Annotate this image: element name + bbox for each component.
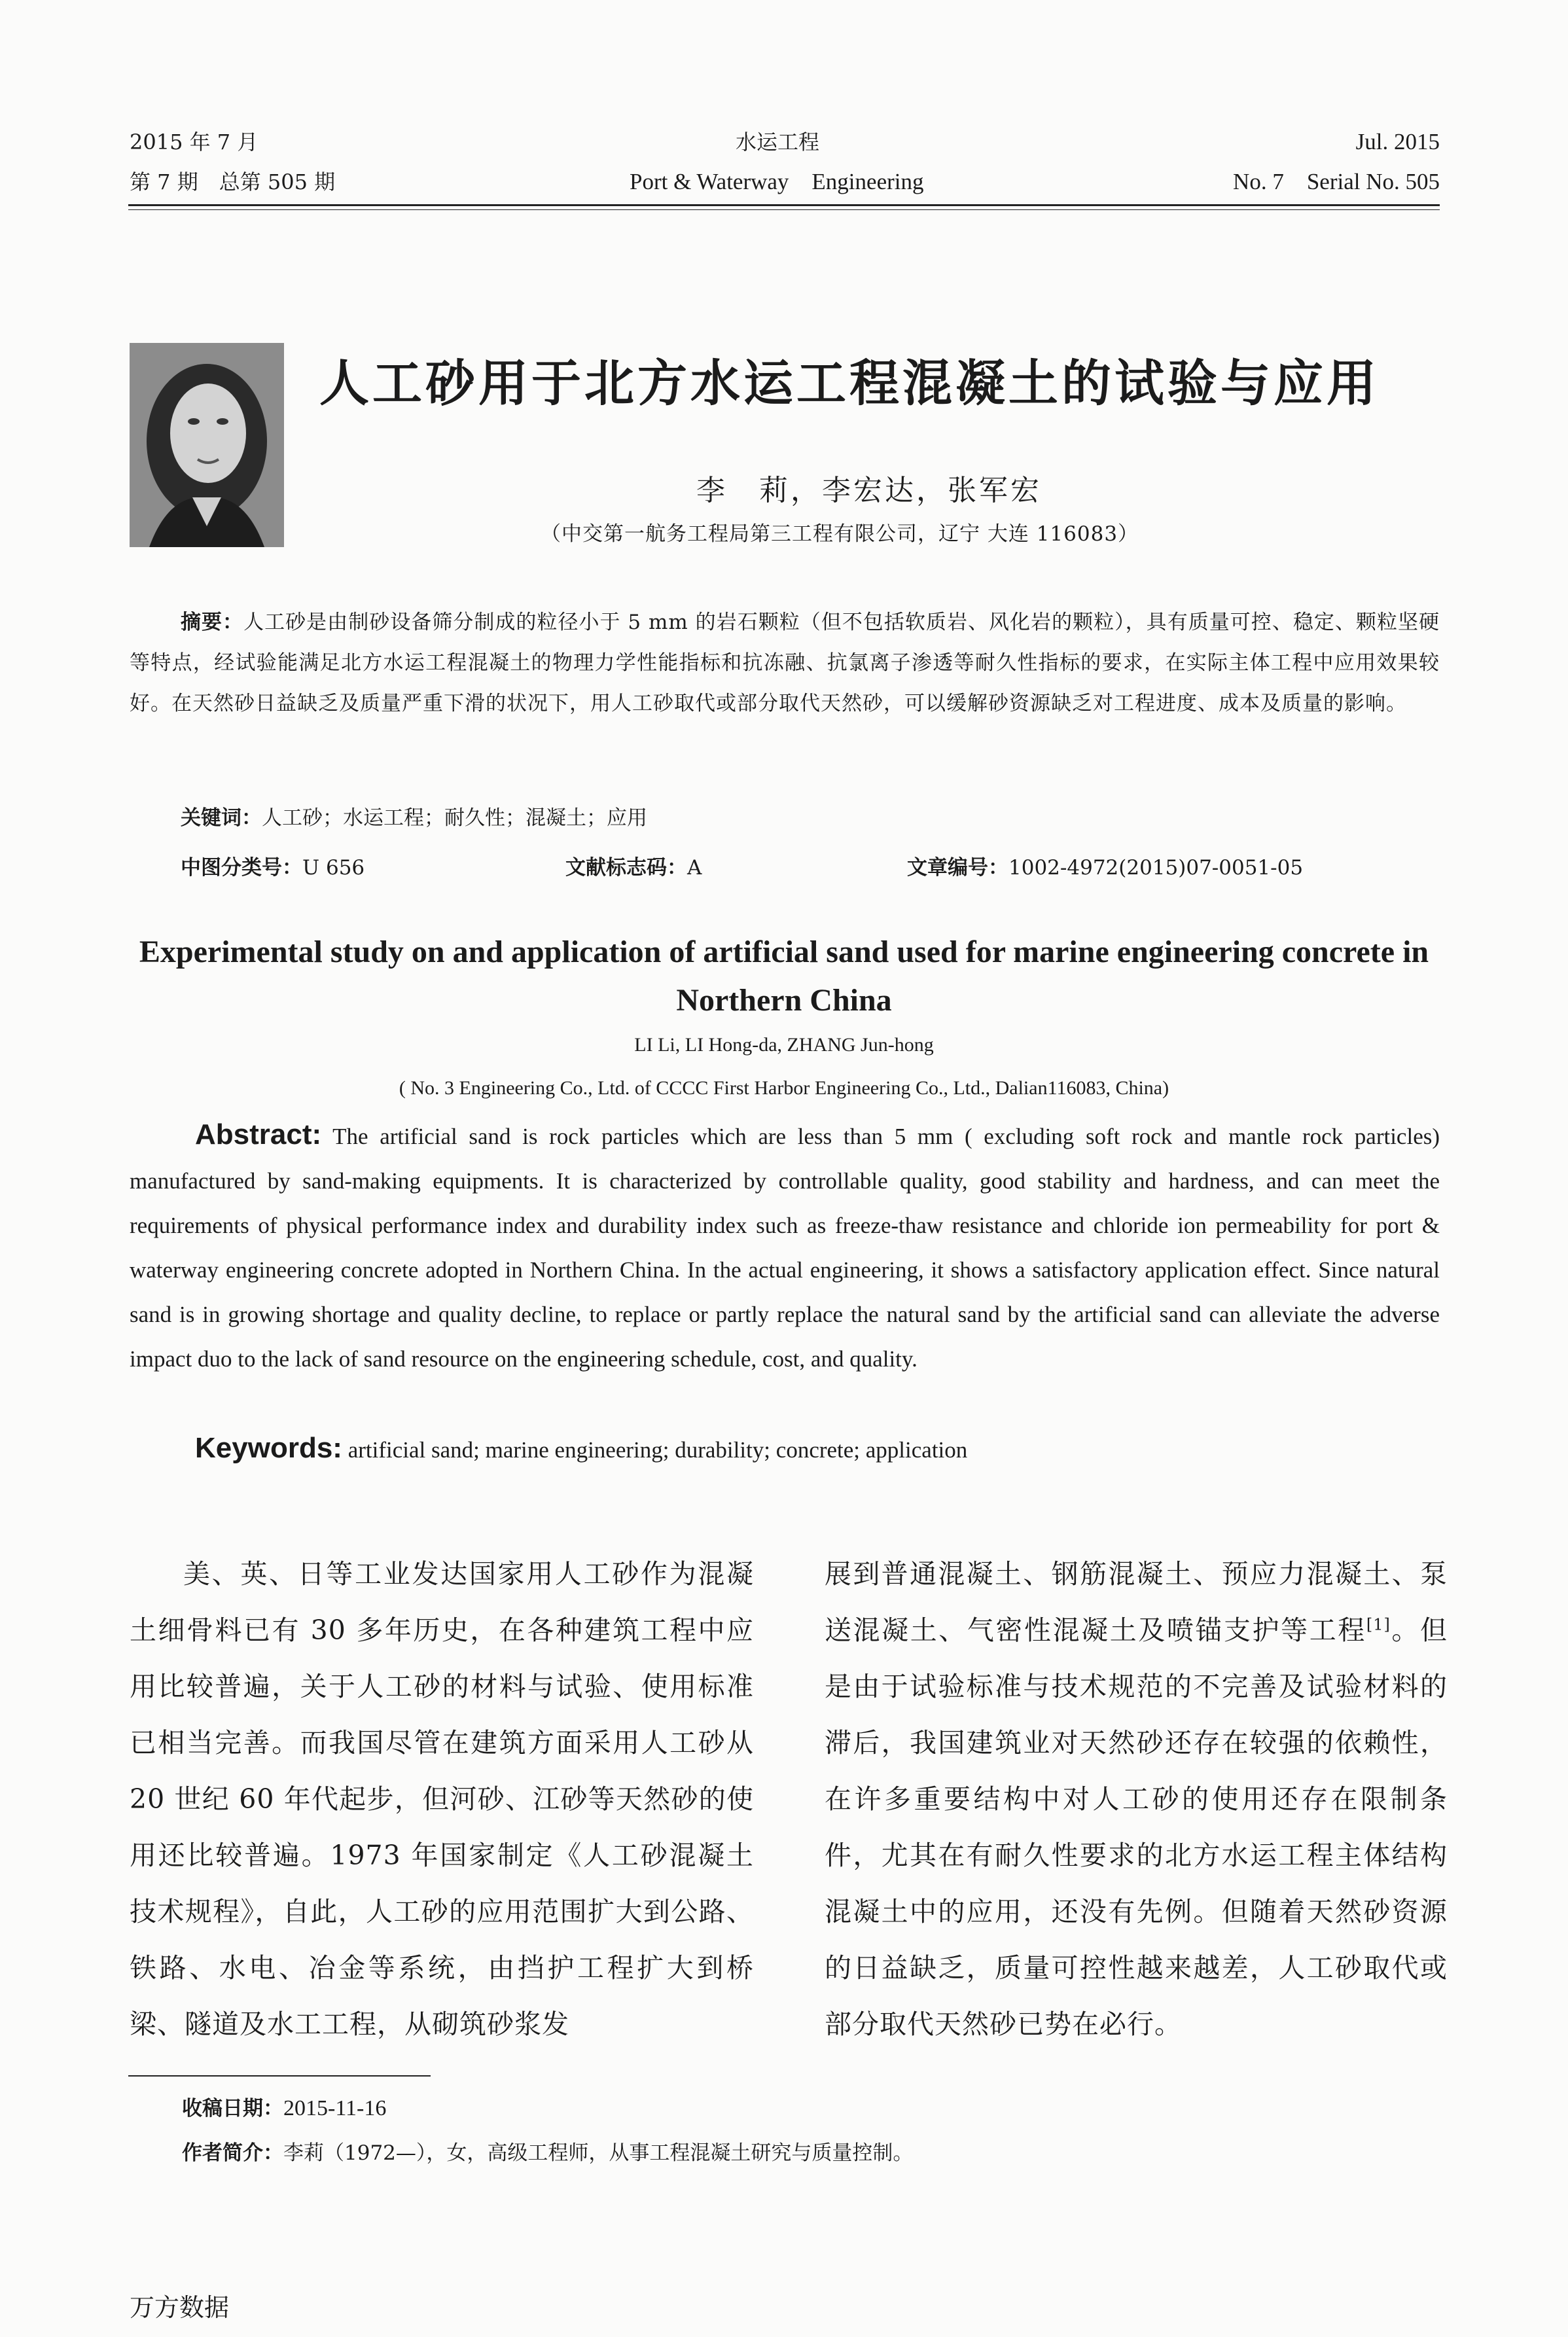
article-number-value: 1002-4972(2015)07-0051-05 [1008,856,1304,880]
header-journal-zh: 水运工程 [736,130,820,154]
body-right-text-a: 展到普通混凝土、钢筋混凝土、预应力混凝土、泵送混凝土、气密性混凝土及喷锚支护等工程 [825,1558,1448,1646]
received-date [182,2092,386,2121]
received-date-value: 2015-11-16 [283,2096,387,2120]
authors-en: LI Li, LI Hong-da, ZHANG Jun-hong [634,1034,934,1056]
article-number [907,851,1303,880]
body-right-text-b: 。但是由于试验标准与技术规范的不完善及试验材料的滞后，我国建筑业对天然砂还存在较强的依赖性，在许多重要结构中对人工砂的使用还存在限制条件，尤其在有耐久性要求的北方水运工程主体结构混凝土中的应用，还没有先例。但随着天然砂资源的日益缺乏，质量可控性越来越差，人工砂取代或部分取代天然砂已势在必行。 [825,1614,1448,2040]
abstract-zh-label: 摘要： [181,611,244,634]
header-issue-en: No. 7 Serial No. 505 [1233,169,1440,194]
citation-ref: [1] [1366,1615,1391,1634]
header-rule-thin [128,209,1440,210]
keywords-zh [181,801,647,830]
article-number-label: 文章编号： [907,856,1008,880]
author-bio [182,2136,913,2166]
document-code-value: A [687,856,702,880]
abstract-en [130,1113,1440,1382]
keywords-zh-text: 人工砂；水运工程；耐久性；混凝土；应用 [262,806,647,830]
author-bio-label: 作者简介： [182,2141,283,2165]
abstract-en-text: The artificial sand is rock particles which are less than 5 mm ( excluding soft rock and mantle rock particles) manufactured by sand-making equipments. It is characterized by controllable quality, good stability and hardness, and can meet the requirements of physical performance index and durability index such as freeze-thaw resistance and chloride ion permeability for port & waterway engineering concrete adopted in Northern China. In the actual engineering, it shows a satisfactory application effect. Since natural sand is in growing shortage and quality decline, to replace or partly replace the natural sand by the artificial sand can alleviate the adverse impact duo to the lack of sand resource on the engineering schedule, cost, and quality. [130,1124,1440,1372]
clc-number [181,851,365,880]
abstract-zh [130,602,1440,724]
author-photo [130,343,284,547]
keywords-en-label: Keywords: [195,1432,342,1464]
abstract-en-label: Abstract: [195,1118,322,1151]
article-title-zh: 人工砂用于北方水运工程混凝土的试验与应用 [319,354,1380,412]
clc-value: U 656 [302,856,365,880]
author-bio-text: 李莉（1972—），女，高级工程师，从事工程混凝土研究与质量控制。 [283,2141,914,2165]
body-column-right [825,1546,1448,2052]
authors-zh: 李 莉，李宏达，张军宏 [696,474,1042,507]
received-date-label: 收稿日期： [182,2097,283,2120]
abstract-zh-text: 人工砂是由制砂设备筛分制成的粒径小于 5 mm 的岩石颗粒（但不包括软质岩、风化岩的颗粒），具有质量可控、稳定、颗粒坚硬等特点，经试验能满足北方水运工程混凝土的物理力学性能指标和抗冻融、抗氯离子渗透等耐久性指标的要求，在实际主体工程中应用效果较好。在天然砂日益缺乏及质量严重下滑的状况下，用人工砂取代或部分取代天然砂，可以缓解砂资源缺乏对工程进度、成本及质量的影响。 [130,611,1440,715]
keywords-en-text: artificial sand; marine engineering; durability; concrete; application [342,1437,968,1463]
header-rule-thick [128,204,1440,206]
affiliation-en: ( No. 3 Engineering Co., Ltd. of CCCC First Harbor Engineering Co., Ltd., Dalian116083, China) [399,1077,1169,1099]
body-column-left: 美、英、日等工业发达国家用人工砂作为混凝土细骨料已有 30 多年历史，在各种建筑工程中应用比较普遍，关于人工砂的材料与试验、使用标准已相当完善。而我国尽管在建筑方面采用人工砂从 20 世纪 60 年代起步，但河砂、江砂等天然砂的使用还比较普遍。1973 年国家制定《人工砂混凝土技术规程》，自此，人工砂的应用范围扩大到公路、铁路、水电、冶金等系统，由挡护工程扩大到桥梁、隧道及水工工程，从砌筑砂浆发 [130,1558,754,2040]
keywords-en [195,1432,967,1465]
affiliation-zh: （中交第一航务工程局第三工程有限公司，辽宁 大连 116083） [541,522,1139,546]
document-code [565,851,702,880]
document-code-label: 文献标志码： [565,856,687,880]
footnote-rule [128,2075,431,2077]
keywords-zh-label: 关键词： [181,806,262,830]
header-date-zh: 2015 年 7 月 [130,130,258,154]
header-journal-en: Port & Waterway Engineering [630,169,924,194]
article-title-en: Experimental study on and application of artificial sand used for marine engineering concrete in Northern China [139,935,1429,1018]
header-issue-zh: 第 7 期 总第 505 期 [130,169,336,194]
watermark-text: 万方数据 [130,2293,230,2322]
header-date-en: Jul. 2015 [1355,129,1440,154]
clc-label: 中图分类号： [181,856,302,880]
